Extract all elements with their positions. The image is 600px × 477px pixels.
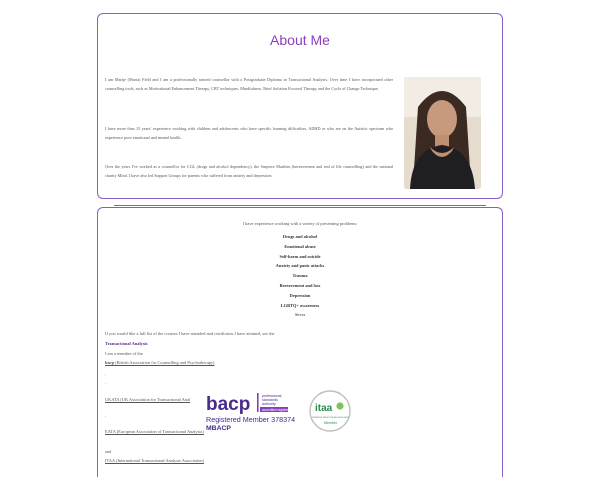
problems-list (98, 232, 502, 320)
list-item: Stress (294, 312, 306, 318)
bacp-link-full: (British Association for Counselling and Psychotherapy) (114, 360, 215, 365)
list-marker: , (105, 413, 106, 418)
profile-photo (404, 77, 481, 189)
bio-paragraph: I have more than 15 years' experience working with children and adolescents who have specific learning difficulties, ADHD or who are on the Autistic spectrum who experience poor emotional and mental health. (105, 126, 393, 140)
bacp-divider (257, 393, 259, 412)
ukata-link[interactable]: UKATA (UK Association for Transactional Anal (105, 397, 191, 402)
experience-card (97, 207, 503, 477)
list-item: Trauma (292, 273, 308, 279)
list-marker: , (105, 371, 106, 376)
bacp-mbacp: MBACP (206, 425, 231, 432)
section-divider (114, 205, 486, 206)
courses-text: If you would like a full list of the courses I have attended and certificates I have attained, see the (105, 331, 275, 336)
bacp-link-label: bacp (105, 360, 115, 365)
member-of-text: I am a member of the (105, 351, 143, 356)
eata-link[interactable]: EATA (European Association of Transactional Analysis) (105, 429, 204, 434)
itaa-subtitle: INTERNATIONAL TRANSACTIONAL ANALYSIS ASSOCIATION (312, 418, 349, 419)
list-item: Depression (289, 292, 311, 298)
bacp-tagline: authority (262, 402, 276, 406)
list-marker: , (105, 380, 106, 385)
about-card (97, 13, 503, 199)
itaa-link[interactable]: ITAA (International Transactional Analysis Association) (105, 458, 204, 463)
problems-intro: I have experience working with a variety of presenting problems: (242, 221, 358, 226)
list-item: Emotional abuse (284, 243, 316, 249)
transactional-analysis-link[interactable]: Transactional Analysis (105, 341, 148, 346)
itaa-dot (336, 402, 343, 409)
page-title: About Me (270, 32, 330, 48)
bacp-wordmark: bacp (206, 394, 251, 415)
list-item: Anxiety and panic attacks (275, 263, 325, 269)
itaa-wordmark: itaa (315, 403, 333, 414)
bacp-link[interactable] (105, 360, 215, 365)
bacp-register-text: accredited register (262, 407, 289, 412)
bacp-registered-member: Registered Member 378374 (206, 415, 296, 424)
list-item: Self-harm and suicide (279, 253, 321, 259)
list-item: Bereavement and loss (279, 282, 321, 288)
and-text: and (105, 449, 112, 454)
itaa-member: Member (324, 421, 338, 425)
bacp-logo (205, 388, 301, 434)
itaa-logo (306, 389, 354, 435)
bio-paragraph: Over the years I've worked as a counsellor for CGL (drugs and alcohol dependency), the Surprice Marthen (bereavement and end of life counselling) and the national charity Mind. I have also led Support Groups for parents who suffered from anxiety and depression. (105, 164, 393, 178)
bacp-tagline: standards (262, 398, 278, 402)
bio-paragraph: I am Marije (Maria) Field and I am a professionally trained counsellor with a Postgraduate Diploma in Transactional Analysis. Over time I have incorporated other counselling tools, such as Motivational Enhancement Therapy, CBT techniques, Mindfulness, Brief Solution Focused Therapy and the Cycle of Change Technique. (105, 77, 393, 91)
bacp-tagline: professional (262, 394, 282, 398)
list-item: Drugs and alcohol (282, 234, 318, 239)
list-item: LGBTQ+ awareness (280, 302, 320, 308)
